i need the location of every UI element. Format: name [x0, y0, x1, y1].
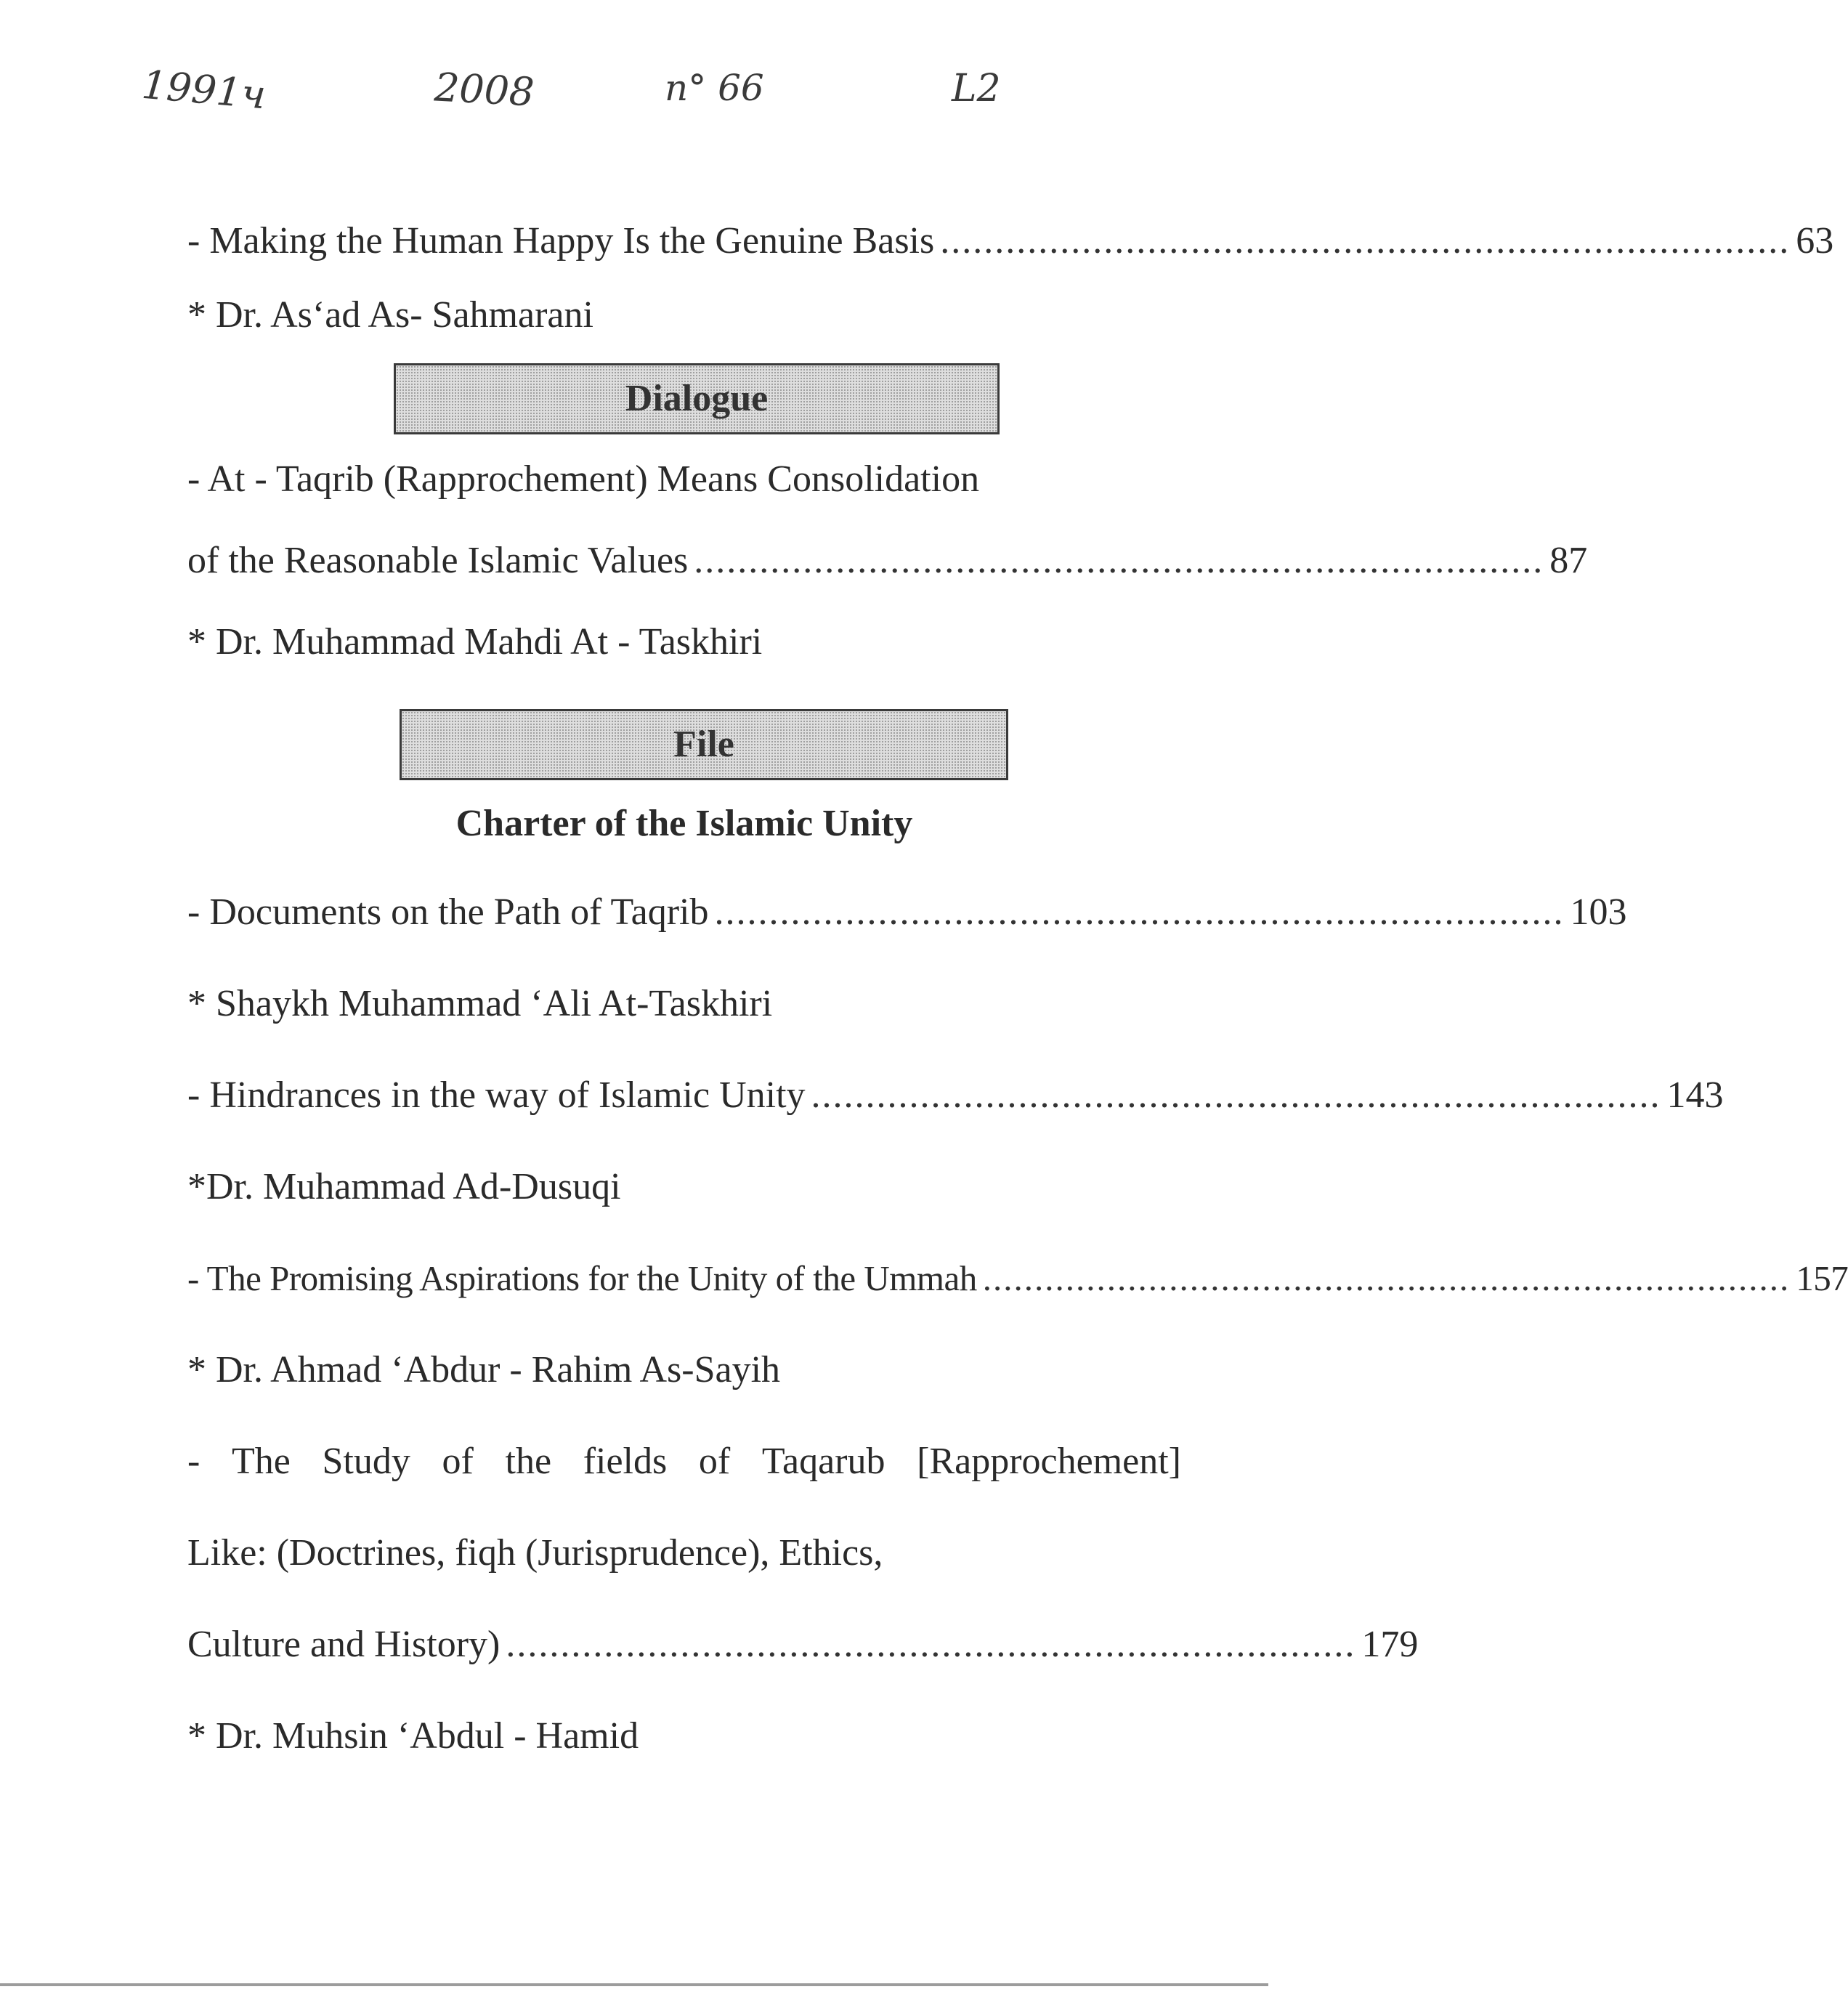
- title-word: Taqarub: [761, 1441, 885, 1482]
- entry-title-line: - At - Taqrib (Rapprochement) Means Consolidation: [187, 458, 980, 500]
- entry-author: *Dr. Muhammad Ad-Dusuqi: [187, 1166, 621, 1207]
- entry-title-line: [187, 1438, 1181, 1485]
- handwritten-note: n° 66: [665, 67, 764, 109]
- entry-author: * Shaykh Muhammad ‘Ali At-Taskhiri: [187, 983, 773, 1024]
- entry-page-number: 179: [1361, 1624, 1419, 1665]
- entry-title: - Hindrances in the way of Islamic Unity: [187, 1074, 806, 1116]
- section-heading: Charter of the Islamic Unity: [455, 803, 913, 844]
- leader-dots: ..............................................................................: [940, 220, 1791, 262]
- entry-title-line: Like: (Doctrines, fiqh (Jurisprudence), Ethics,: [187, 1532, 883, 1574]
- title-word: -: [187, 1441, 200, 1482]
- title-word: The: [231, 1441, 291, 1482]
- entry-title: - Making the Human Happy Is the Genuine Basis: [187, 220, 935, 262]
- handwritten-note: 1991ч: [139, 61, 268, 118]
- toc-entry: [187, 1621, 1419, 1668]
- handwritten-note: L2: [952, 67, 1001, 110]
- entry-author: * Dr. Ahmad ‘Abdur - Rahim As-Sayih: [187, 1349, 781, 1390]
- entry-page-number: 157: [1796, 1258, 1848, 1298]
- toc-entry: [187, 889, 1627, 936]
- entry-title: - The Promising Aspirations for the Unity of the Ummah: [187, 1258, 977, 1298]
- entry-page-number: 87: [1549, 540, 1588, 581]
- entry-author: * Dr. Muhsin ‘Abdul - Hamid: [187, 1715, 639, 1757]
- entry-title: Culture and History): [187, 1624, 500, 1665]
- title-word: of: [442, 1441, 474, 1482]
- toc-entry: [187, 1255, 1848, 1302]
- toc-entry: [187, 218, 1834, 264]
- entry-author: * Dr. Muhammad Mahdi At - Taskhiri: [187, 621, 763, 663]
- bottom-scan-edge: [0, 1983, 1268, 1986]
- leader-dots: ..............................................................................: [714, 891, 1565, 933]
- section-banner-dialogue: Dialogue: [394, 363, 1000, 434]
- entry-title: - Documents on the Path of Taqrib: [187, 891, 709, 933]
- handwritten-note: 2008: [433, 64, 535, 116]
- title-word: of: [698, 1441, 731, 1482]
- title-word: fields: [583, 1441, 668, 1482]
- leader-dots: ..............................................................................: [811, 1074, 1661, 1116]
- leader-dots: ..............................................................................: [982, 1258, 1791, 1298]
- entry-page-number: 63: [1796, 220, 1834, 262]
- leader-dots: ..............................................................................: [506, 1624, 1356, 1665]
- title-word: Study: [322, 1441, 410, 1482]
- toc-entry: [187, 1072, 1724, 1119]
- entry-page-number: 143: [1666, 1074, 1724, 1116]
- entry-author: * Dr. As‘ad As- Sahmarani: [187, 294, 593, 336]
- title-word: [Rapprochement]: [917, 1441, 1181, 1482]
- entry-title: of the Reasonable Islamic Values: [187, 540, 689, 581]
- title-word: the: [505, 1441, 552, 1482]
- entry-page-number: 103: [1570, 891, 1627, 933]
- toc-entry: [187, 538, 1588, 584]
- leader-dots: ..............................................................................: [694, 540, 1544, 581]
- section-banner-file: File: [400, 709, 1008, 780]
